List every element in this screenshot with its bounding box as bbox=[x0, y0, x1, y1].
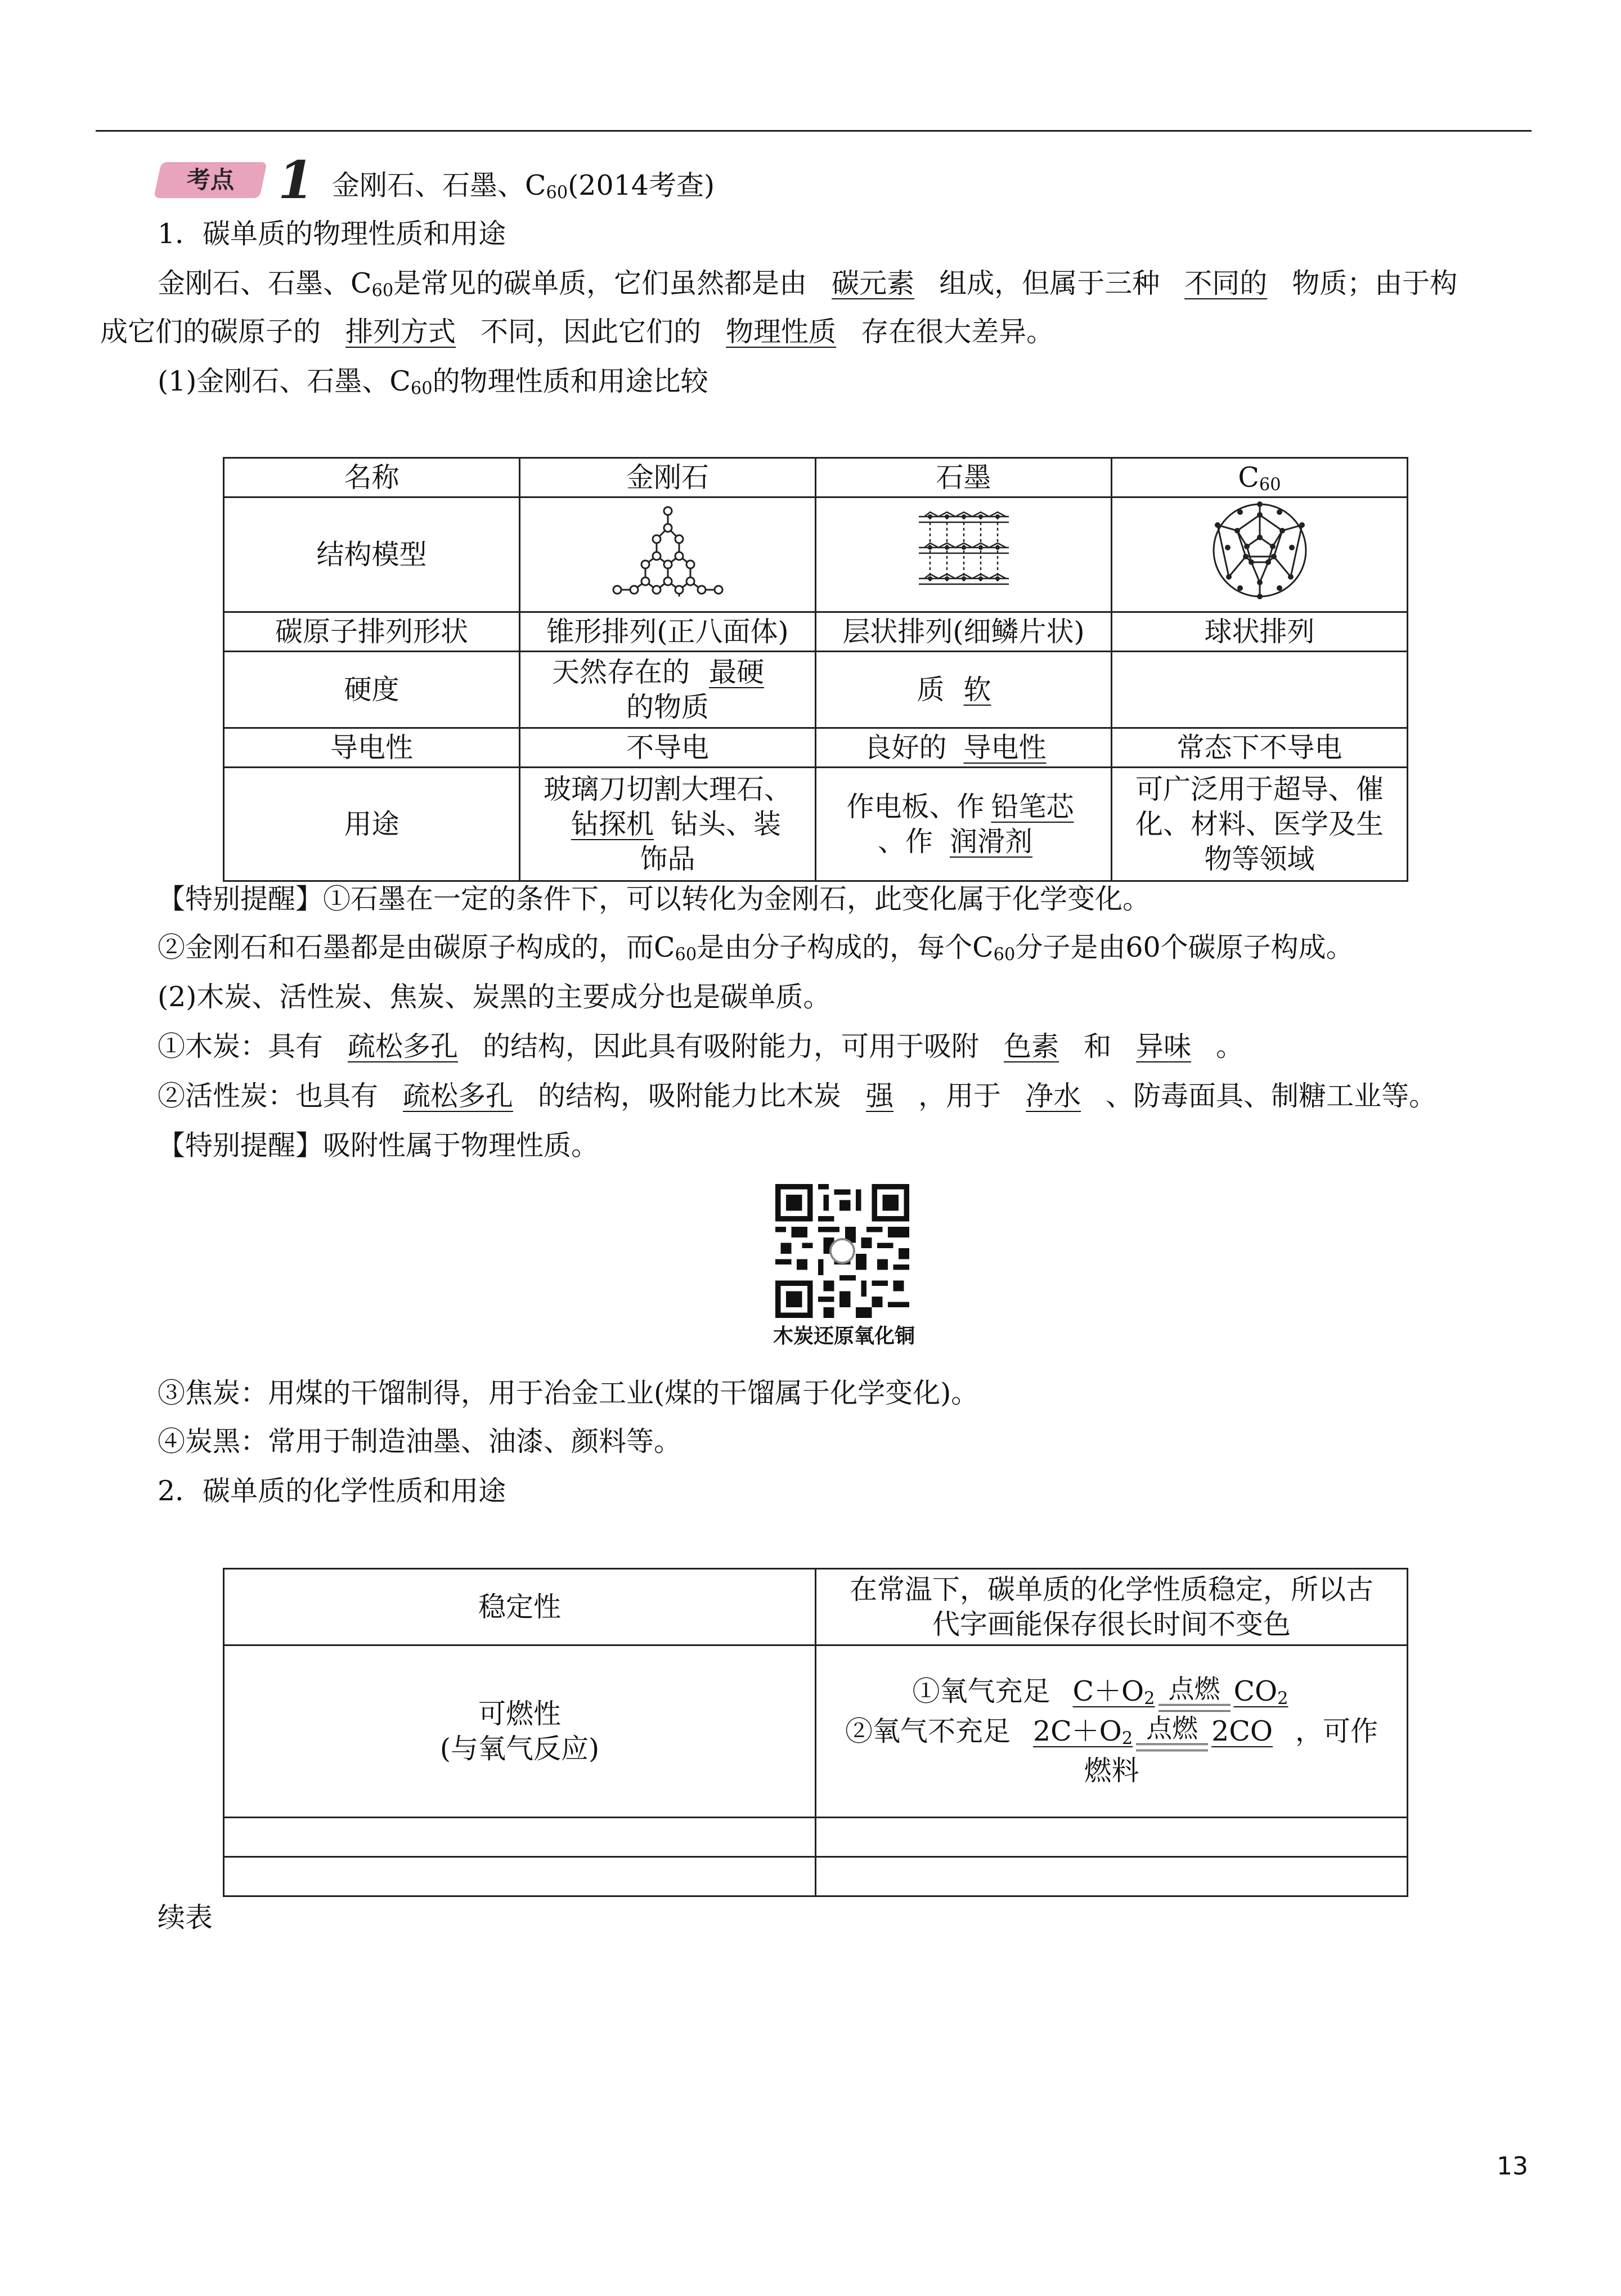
table-row bbox=[224, 728, 1408, 768]
continued-label: 续表 bbox=[158, 1902, 213, 1934]
answer-blank: 净水 bbox=[1026, 1080, 1081, 1112]
answer-blank: 不同的 bbox=[1184, 267, 1268, 299]
table-row bbox=[224, 612, 1408, 652]
section-heading-chemical: 2．碳单质的化学性质和用途 bbox=[158, 1475, 506, 1507]
answer-blank: 疏松多孔 bbox=[403, 1080, 514, 1112]
equation-insufficient-oxygen: ②氧气不充足 $2C+O_2$ 点燃 2CO ，可作 bbox=[823, 1713, 1400, 1753]
table-cell: 良好的 导电性 bbox=[816, 728, 1112, 768]
answer-blank: 钻探机 bbox=[571, 808, 654, 840]
table-cell: 稳定性 bbox=[224, 1569, 816, 1645]
chemical-properties-table bbox=[223, 1568, 1408, 1897]
table-cell: ①氧气充足 $C+O_2$ 点燃 $CO_2$ ②氧气不充足 $2C+O_2$ 点燃 2CO ，可作 燃料 bbox=[816, 1645, 1408, 1818]
table-row bbox=[224, 1818, 1408, 1857]
table-header: $C_{60}$ bbox=[1112, 458, 1408, 497]
topic-badge-label: 考点 bbox=[186, 166, 234, 194]
table-cell: 硬度 bbox=[224, 652, 520, 728]
table-cell: 在常温下，碳单质的化学性质稳定，所以古 代字画能保存很长时间不变色 bbox=[816, 1569, 1408, 1645]
subheading-carbons: (2)木炭、活性炭、焦炭、炭黑的主要成分也是碳单质。 bbox=[158, 981, 831, 1013]
table-cell: 锥形排列(正八面体) bbox=[520, 612, 816, 652]
carbon-black-line: ④炭黑：常用于制造油墨、油漆、颜料等。 bbox=[158, 1425, 682, 1458]
table-cell: 常态下不导电 bbox=[1112, 728, 1408, 768]
answer-blank: 色素 bbox=[1004, 1030, 1059, 1062]
table-cell: 质 软 bbox=[816, 652, 1112, 728]
reaction-condition: 点燃 bbox=[1133, 1714, 1211, 1752]
table-cell: 导电性 bbox=[224, 728, 520, 768]
tip-graphite-diamond: 【特别提醒】①石墨在一定的条件下，可以转化为金刚石，此变化属于化学变化。 bbox=[158, 883, 1151, 915]
graphite-structure-model bbox=[816, 497, 1112, 612]
table-row bbox=[224, 497, 1408, 612]
qr-code[interactable] bbox=[775, 1184, 909, 1318]
qr-caption: 木炭还原氧化铜 bbox=[773, 1325, 915, 1348]
answer-blank: 软 bbox=[963, 673, 991, 706]
table-cell: 用途 bbox=[224, 768, 520, 881]
topic-badge-number: 1 bbox=[278, 150, 315, 210]
answer-blank: 排列方式 bbox=[345, 316, 456, 348]
table-cell: 天然存在的 最硬 的物质 bbox=[520, 652, 816, 728]
page-number: 13 bbox=[1497, 2152, 1528, 2181]
answer-blank: 碳元素 bbox=[832, 267, 915, 299]
answer-blank: 异味 bbox=[1136, 1030, 1192, 1062]
table-cell bbox=[816, 1818, 1408, 1857]
c60-structure-model bbox=[1112, 497, 1408, 612]
table-cell: 层状排列(细鳞片状) bbox=[816, 612, 1112, 652]
table-cell: 可广泛用于超导、催 化、材料、医学及生 物等领域 bbox=[1112, 768, 1408, 881]
answer-blank: 强 bbox=[866, 1080, 894, 1112]
tip-c60-molecule: ②金刚石和石墨都是由碳原子构成的，而$C_{60}$是由分子构成的，每个$C_{60}$分子是由60个碳原子构成。 bbox=[158, 931, 1354, 965]
table-header: 名称 bbox=[224, 458, 520, 497]
table-cell: 球状排列 bbox=[1112, 612, 1408, 652]
table-cell: 玻璃刀切割大理石、 钻探机 钻头、装 饰品 bbox=[520, 768, 816, 881]
answer-blank: 润滑剂 bbox=[950, 825, 1033, 858]
answer-blank: 物理性质 bbox=[726, 316, 837, 348]
table-header: 石墨 bbox=[816, 458, 1112, 497]
coke-line: ③焦炭：用煤的干馏制得，用于冶金工业(煤的干馏属于化学变化)。 bbox=[158, 1377, 979, 1409]
paragraph-line-1: 金刚石、石墨、$C_{60}$是常见的碳单质，它们虽然都是由 碳元素 组成，但属于三种 不同的 物质；由于构 bbox=[158, 267, 1458, 301]
answer-blank: $CO_2$ bbox=[1233, 1675, 1288, 1709]
equation-sufficient-oxygen: ①氧气充足 $C+O_2$ 点燃 $CO_2$ bbox=[823, 1673, 1400, 1713]
table-row bbox=[224, 768, 1408, 881]
table-row bbox=[224, 458, 1408, 497]
table-row bbox=[224, 652, 1408, 728]
tip-adsorption: 【特别提醒】吸附性属于物理性质。 bbox=[158, 1129, 599, 1162]
table-cell: 可燃性 (与氧气反应) bbox=[224, 1645, 816, 1818]
carbon-comparison-table bbox=[223, 457, 1408, 882]
table-cell bbox=[816, 1857, 1408, 1896]
table-row bbox=[224, 1645, 1408, 1818]
table-cell bbox=[224, 1818, 816, 1857]
table-cell: 作电板、作 铅笔芯 、作 润滑剂 bbox=[816, 768, 1112, 881]
header-rule bbox=[96, 130, 1532, 132]
charcoal-line: ①木炭：具有 疏松多孔 的结构，因此具有吸附能力，可用于吸附 色素 和 异味 。 bbox=[158, 1030, 1244, 1062]
table-cell bbox=[224, 1857, 816, 1896]
answer-blank: 最硬 bbox=[709, 656, 765, 688]
table-header: 金刚石 bbox=[520, 458, 816, 497]
table-row bbox=[224, 1857, 1408, 1896]
diamond-structure-model bbox=[520, 497, 816, 612]
activated-carbon-line: ②活性炭：也具有 疏松多孔 的结构，吸附能力比木炭 强 ，用于 净水 、防毒面具、制糖工业等。 bbox=[158, 1080, 1437, 1112]
reaction-condition: 点燃 bbox=[1155, 1675, 1234, 1713]
answer-blank: 2CO bbox=[1211, 1715, 1273, 1747]
topic-title: 金刚石、石墨、$C_{60}(2014$考查) bbox=[332, 169, 715, 203]
answer-blank: 疏松多孔 bbox=[348, 1030, 459, 1062]
table-cell bbox=[1112, 652, 1408, 728]
paragraph-line-2: 成它们的碳原子的 排列方式 不同，因此它们的 物理性质 存在很大差异。 bbox=[100, 316, 1054, 348]
answer-blank: 铅笔芯 bbox=[991, 790, 1074, 823]
table-cell: 碳原子排列形状 bbox=[224, 612, 520, 652]
answer-blank: 导电性 bbox=[963, 731, 1047, 764]
answer-blank: $C+O_2$ bbox=[1072, 1675, 1155, 1709]
table-cell: 不导电 bbox=[520, 728, 816, 768]
table-cell: 结构模型 bbox=[224, 497, 520, 612]
subheading-comparison: (1)金刚石、石墨、$C_{60}$的物理性质和用途比较 bbox=[158, 365, 708, 399]
section-heading-physical: 1．碳单质的物理性质和用途 bbox=[158, 218, 506, 250]
table-row bbox=[224, 1569, 1408, 1645]
answer-blank: $2C+O_2$ bbox=[1032, 1715, 1133, 1748]
